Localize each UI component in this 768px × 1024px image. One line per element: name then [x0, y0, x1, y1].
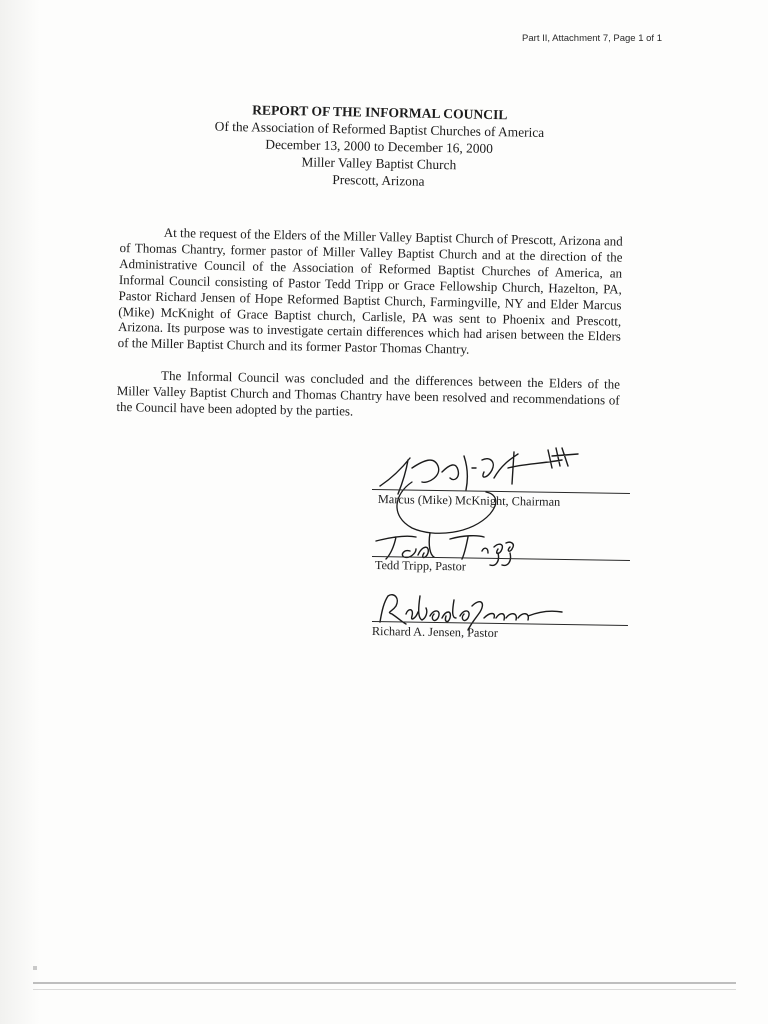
body-paragraph-2: The Informal Council was concluded and the differences between the Elders of the Miller Valley Baptist Church and Thomas Chantry have been resolved and recommendations of the Council have been adopted by the parties. — [116, 368, 621, 419]
signer-name-3: Richard A. Jensen, Pastor — [371, 624, 499, 640]
scan-mark — [33, 966, 37, 970]
report-location: Prescott, Arizona — [332, 171, 425, 189]
report-dates: December 13, 2000 to December 16, 2000 — [265, 136, 494, 157]
scan-bottom-edge — [33, 982, 736, 984]
report-title: REPORT OF THE INFORMAL COUNCIL — [252, 102, 508, 123]
title-block — [178, 100, 580, 193]
page-reference: Part II, Attachment 7, Page 1 of 1 — [522, 33, 662, 44]
signer-name-2: Tedd Tripp, Pastor — [374, 558, 467, 574]
body-paragraph-1: At the request of the Elders of the Miller Valley Baptist Church of Prescott, Arizona and of Thomas Chantry, former pastor of Miller Valley Baptist Church and at the direction of the Administrative Council of the Association of Reformed Baptist Churches of America, an Informal Council consisting of Pastor Tedd Tripp or Grace Fellowship Church, Hazelton, PA, Pastor Richard Jensen of Hope Reformed Baptist Church, Farmingville, NY and Elder Marcus (Mike) McKnight of Grace Baptist church, Carlisle, PA was sent to Phoenix and Prescott, Arizona. Its purpose was to investigate certain differences which had arisen between the Elders of the Miller Baptist Church and its former Pastor Thomas Chantry. — [117, 224, 623, 358]
scan-bottom-edge-faint — [33, 989, 736, 990]
report-body — [116, 224, 623, 441]
report-subtitle: Of the Association of Reformed Baptist Churches of America — [214, 118, 545, 140]
signer-name-1: Marcus (Mike) McKnight, Chairman — [377, 492, 561, 509]
scan-edge-shadow — [0, 0, 40, 1024]
report-church: Miller Valley Baptist Church — [301, 154, 457, 173]
